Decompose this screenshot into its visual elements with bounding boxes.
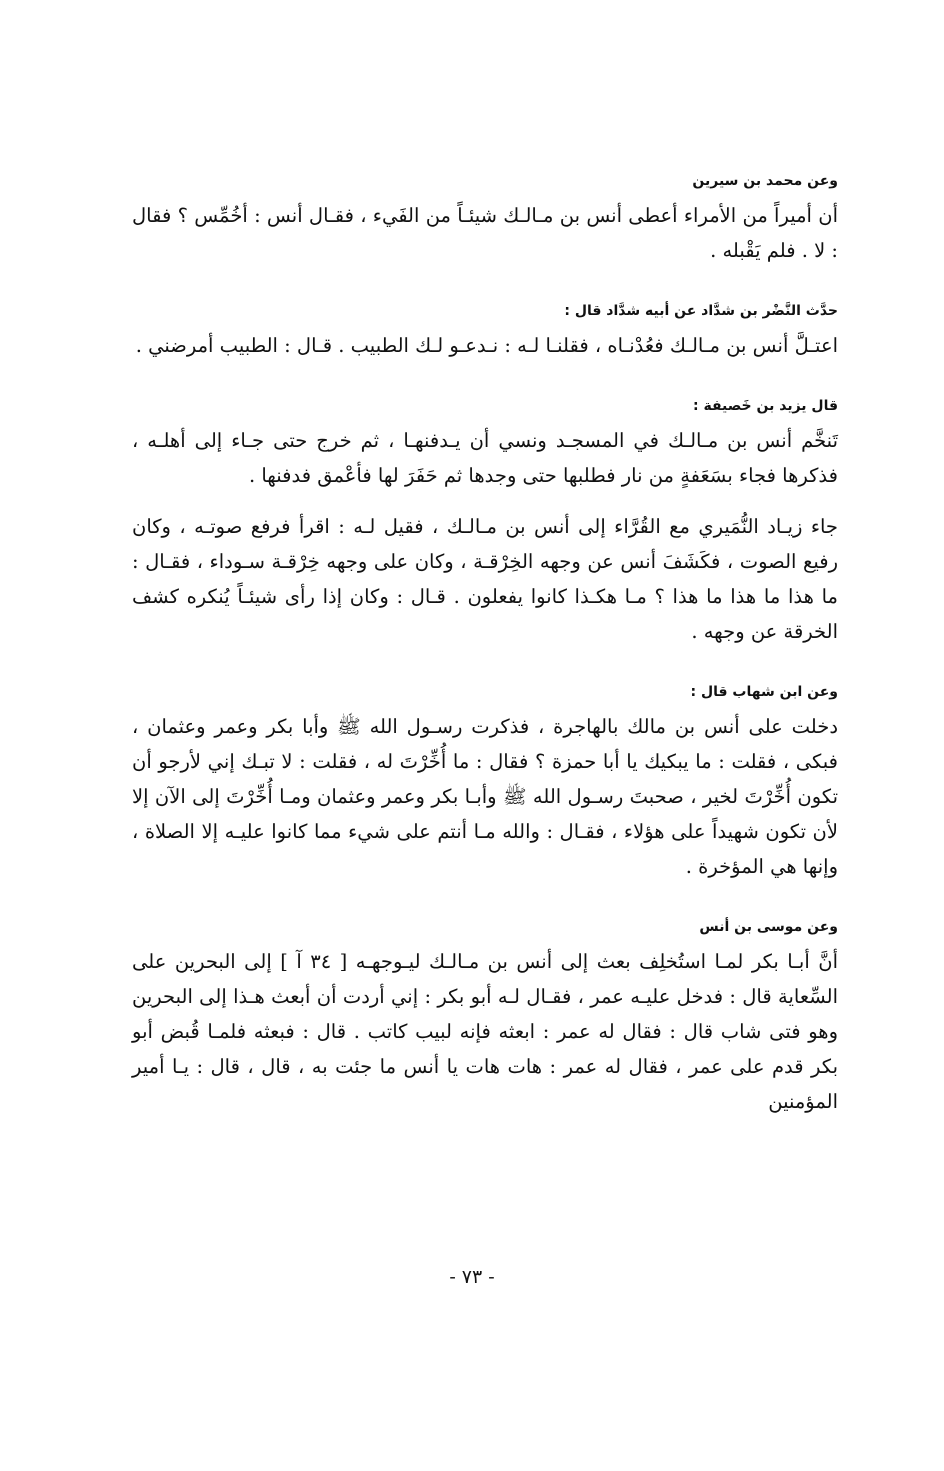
entry-heading: حدَّث النَّضْر بن شدَّاد عن أبيه شدَّاد قال : — [564, 303, 838, 319]
entry-paragraph: أن أميراً من الأمراء أعطى أنس بن مـالـك شيئـاً من الفَيء ، فقـال أنس : أخُمِّس ؟ فقال : لا . فلم يَقْبله . — [132, 204, 838, 262]
entry-heading: قال يزيد بن خَصيفة : — [693, 398, 838, 414]
entry-nadr-ibn-shaddad — [132, 298, 838, 363]
entry-ibn-shihab — [132, 679, 838, 884]
entry-heading: وعن ابن شهاب قال : — [690, 684, 838, 700]
entry-paragraph: اعتـلَّ أنس بن مـالـك فعُدْنـاه ، فقلنـا لـه : نـدعـو لـك الطبيب . قـال : الطبيب أمرضني . — [135, 334, 838, 357]
entry-paragraph: دخلت على أنس بن مالك بالهاجرة ، فذكرت رسـول الله ﷺ وأبا بكر وعمر وعثمان ، فبكى ، فقلت : ما يبكيك يا أبا حمزة ؟ فقال : ما أُخِّرْتَ له ، فقلت : لا تبـك إني لأرجو أن تكون أُخِّرْتَ لخير ، صحبتَ رسـول الله ﷺ وأبـا بكر وعمر وعثمان ومـا أُخِّرْتَ إلى الآن إلا لأن تكون شهيداً على هؤلاء ، فقـال : والله مـا أنتم على شيء مما كانوا عليـه إلا الصلاة ، وإنها هي المؤخرة . — [132, 715, 838, 878]
entry-heading: وعن محمد بن سيرين — [692, 173, 838, 189]
entry-paragraph: جاء زيـاد النُّمَيري مع القُرَّاء إلى أنس بن مـالـك ، فقيل لـه : اقرأ فرفع صوتـه ، وكان رفيع الصوت ، فكَشَفَ أنس عن وجهه الخِرْقـة ، وكان على وجهه خِرْقـة سـوداء ، فقـال : ما هذا ما هذا ما هذا ؟ مـا هكـذا كانوا يفعلون . قـال : وكان إذا رأى شيئـاً يُنكره كشف الخرقة عن وجهه . — [132, 515, 838, 643]
entry-yazid-ibn-khusayfa — [132, 393, 838, 649]
entry-paragraph: تَنخَّم أنس بن مـالـك في المسجـد ونسي أن يـدفنهـا ، ثم خرج حتى جـاء إلى أهلـه ، فذكرها فجاء بسَعَفةٍ من نار فطلبها حتى وجدها ثم حَفَرَ لها فأعْمق فدفنها . — [132, 429, 838, 487]
entry-ibn-sirin — [132, 168, 838, 268]
entry-heading: وعن موسى بن أنس — [699, 919, 838, 935]
entry-paragraph: أنَّ أبـا بكر لمـا استُخلِف بعث إلى أنس بن مـالـك ليـوجهـه [ ٣٤ آ ] إلى البحرين على السِّعاية قال : فدخل عليـه عمر ، فقـال لـه أبو بكر : إني أردت أن أبعث هـذا إلى البحرين وهو فتى شاب قال : فقال له عمر : ابعثه فإنه لبيب كاتب . قال : فبعثه فلمـا قُبض أبو بكر قدم على عمر ، فقال له عمر : هات هات يا أنس ما جئت به ، قال ، قال : يـا أمير المؤمنين — [132, 950, 838, 1113]
entry-musa-ibn-anas — [132, 914, 838, 1119]
page-number: - ٧٣ - — [449, 1266, 495, 1288]
page-body — [132, 168, 838, 1149]
